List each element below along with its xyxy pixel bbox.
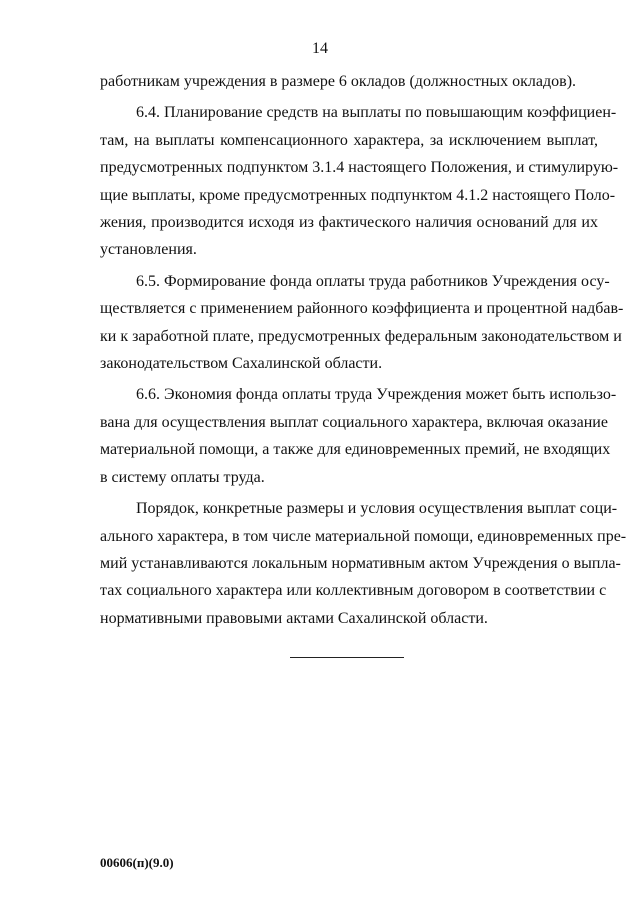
paragraph <box>100 381 617 491</box>
paragraph <box>100 268 624 378</box>
paragraph <box>100 68 598 95</box>
paragraph <box>100 495 627 632</box>
document-body <box>100 68 627 636</box>
text-line: в систему оплаты труда. <box>100 468 265 486</box>
text-line: ществляется с применением районного коэффициента и процентной надбав- <box>100 300 624 318</box>
text-line: ки к заработной плате, предусмотренных федеральным законодательством и <box>100 327 622 345</box>
text-line: предусмотренных подпунктом 3.1.4 настоящего Положения, и стимулирую- <box>100 159 619 177</box>
page-number: 14 <box>312 40 328 57</box>
text-line: тах социального характера или коллективным договором в соответствии с <box>100 582 607 600</box>
text-line: вана для осуществления выплат социального характера, включая оказание <box>100 413 608 431</box>
text-line: нормативными правовыми актами Сахалинской области. <box>100 609 488 627</box>
text-line: жения, производится исходя из фактического наличия оснований для их <box>100 214 598 232</box>
paragraph <box>100 99 619 263</box>
text-line: установления. <box>100 241 197 259</box>
text-line: там, на выплаты компенсационного характера, за исключением выплат, <box>100 131 598 149</box>
text-line: законодательством Сахалинской области. <box>100 355 383 373</box>
text-line: 6.5. Формирование фонда оплаты труда работников Учреждения осу- <box>136 272 610 290</box>
document-code: 00606(п)(9.0) <box>100 855 174 870</box>
text-line: работникам учреждения в размере 6 окладов (должностных окладов). <box>100 73 577 90</box>
text-line: 6.4. Планирование средств на выплаты по повышающим коэффициен- <box>136 104 617 122</box>
text-line: Порядок, конкретные размеры и условия осуществления выплат соци- <box>136 500 618 518</box>
end-divider <box>290 657 404 658</box>
text-line: мий устанавливаются локальным нормативным актом Учреждения о выпла- <box>100 554 621 572</box>
text-line: 6.6. Экономия фонда оплаты труда Учреждения может быть использо- <box>136 386 617 404</box>
text-line: щие выплаты, кроме предусмотренных подпунктом 4.1.2 настоящего Поло- <box>100 186 616 204</box>
text-line: материальной помощи, а также для единовременных премий, не входящих <box>100 441 611 459</box>
text-line: ального характера, в том числе материальной помощи, единовременных пре- <box>100 527 627 545</box>
